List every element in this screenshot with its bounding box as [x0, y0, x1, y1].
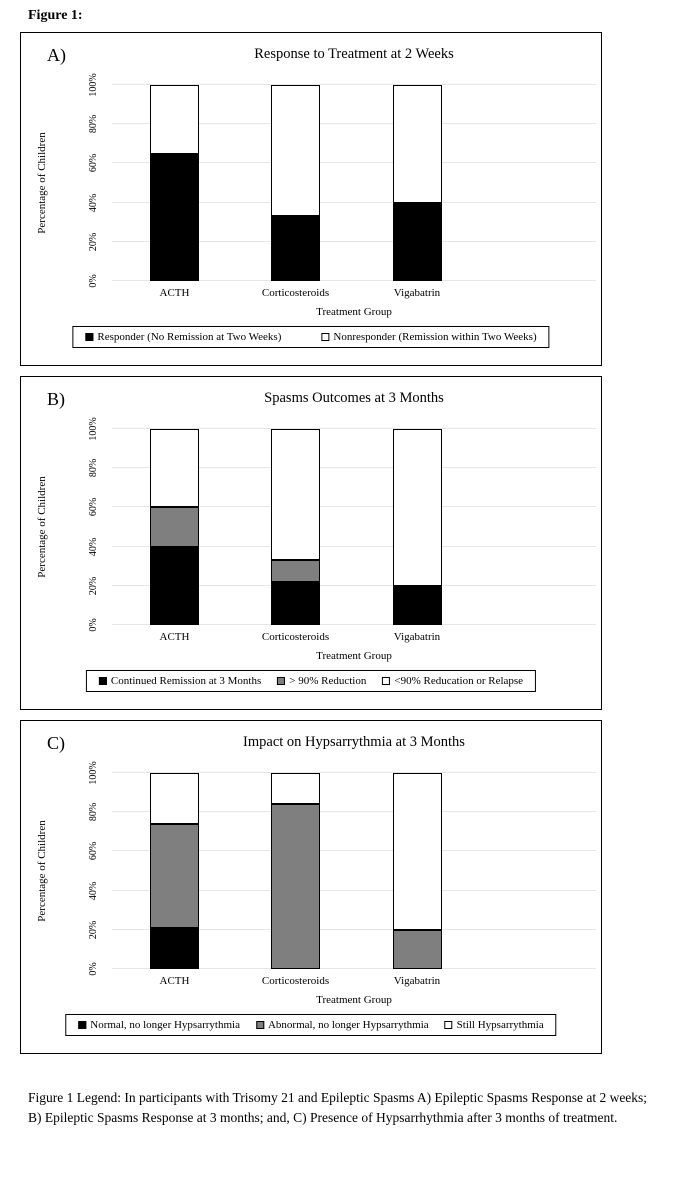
y-tick-label: 80% — [88, 459, 99, 478]
legend-item — [99, 675, 261, 687]
panel-letter-label: A) — [47, 45, 66, 65]
chart-legend — [72, 326, 549, 348]
bar-segment-series-1 — [271, 582, 320, 625]
stacked-bar-vigabatrin — [393, 85, 442, 281]
legend-swatch-icon — [277, 677, 285, 685]
y-tick-label: 100% — [88, 761, 99, 785]
legend-swatch-icon — [382, 677, 390, 685]
figure-caption: Figure 1 Legend: In participants with Trisomy 21 and Epileptic Spasms A) Epileptic Spasms Response at 2 weeks; B) Epileptic Spasms Response at 3 months; and, C) Presence of Hypsarrhythmia after 3 months of treatment. — [28, 1090, 648, 1126]
legend-item — [382, 675, 523, 687]
y-tick-label: 40% — [88, 881, 99, 900]
x-tick-label: Corticosteroids — [261, 631, 330, 643]
y-tick-label: 40% — [88, 537, 99, 556]
x-axis-title: Treatment Group — [316, 650, 392, 662]
stacked-bar-acth — [150, 429, 199, 625]
x-axis-title: Treatment Group — [316, 306, 392, 318]
bar-segment-series-3 — [393, 429, 442, 586]
y-tick-label: 80% — [88, 115, 99, 134]
bar-segment-series-3 — [271, 773, 320, 804]
bar-segment-series-1 — [393, 203, 442, 281]
chart-legend — [86, 670, 536, 692]
y-tick-label: 60% — [88, 842, 99, 861]
bar-segment-series-2 — [393, 930, 442, 969]
bar-segment-series-1 — [393, 586, 442, 625]
y-axis-title: Percentage of Children — [36, 476, 48, 578]
x-tick-label: ACTH — [159, 631, 190, 643]
plot-area — [112, 85, 596, 281]
bar-segment-series-2 — [271, 560, 320, 582]
legend-swatch-icon — [445, 1021, 453, 1029]
y-tick-label: 20% — [88, 576, 99, 595]
figure-label: Figure 1: — [28, 8, 83, 23]
bar-segment-series-2 — [271, 85, 320, 216]
legend-label: Still Hypsarrythmia — [456, 1019, 544, 1031]
y-tick-label: 0% — [88, 618, 99, 632]
y-tick-label: 60% — [88, 154, 99, 173]
y-axis-title: Percentage of Children — [36, 820, 48, 922]
stacked-bar-acth — [150, 85, 199, 281]
stacked-bar-corticosteroids — [271, 429, 320, 625]
stacked-bar-corticosteroids — [271, 85, 320, 281]
legend-item — [256, 1019, 429, 1031]
bar-segment-series-1 — [271, 216, 320, 281]
panel-letter-label: C) — [47, 733, 65, 753]
y-tick-label: 20% — [88, 920, 99, 939]
legend-item — [85, 331, 281, 343]
bar-segment-series-1 — [150, 154, 199, 281]
x-tick-label: Vigabatrin — [393, 631, 441, 643]
y-tick-label: 100% — [88, 417, 99, 441]
x-axis-title: Treatment Group — [316, 994, 392, 1006]
stacked-bar-vigabatrin — [393, 773, 442, 969]
x-tick-label: Vigabatrin — [393, 975, 441, 987]
y-tick-label: 20% — [88, 232, 99, 251]
bar-segment-series-1 — [150, 928, 199, 969]
figure-panels — [20, 32, 602, 1064]
bar-segment-series-2 — [150, 824, 199, 928]
panel-letter-label: B) — [47, 389, 65, 409]
bar-segment-series-2 — [150, 507, 199, 546]
legend-label: <90% Reducation or Relapse — [394, 675, 524, 687]
y-tick-label: 40% — [88, 193, 99, 212]
legend-swatch-icon — [99, 677, 107, 685]
legend-swatch-icon — [78, 1021, 86, 1029]
bar-segment-series-1 — [150, 547, 199, 625]
stacked-bar-acth — [150, 773, 199, 969]
chart-title: Impact on Hypsarrythmia at 3 Months — [243, 734, 465, 750]
legend-swatch-icon — [321, 333, 329, 341]
chart-title: Response to Treatment at 2 Weeks — [254, 46, 454, 62]
legend-label: Continued Remission at 3 Months — [110, 675, 262, 687]
chart-panel-b — [20, 376, 602, 710]
y-tick-label: 60% — [88, 498, 99, 517]
legend-item — [277, 675, 366, 687]
y-tick-label: 80% — [88, 803, 99, 822]
chart-panel-c — [20, 720, 602, 1054]
bar-segment-series-3 — [271, 429, 320, 560]
legend-item — [445, 1019, 544, 1031]
x-tick-label: ACTH — [159, 287, 190, 299]
bar-segment-series-3 — [393, 773, 442, 930]
y-tick-label: 100% — [88, 73, 99, 97]
bar-segment-series-3 — [150, 773, 199, 824]
chart-legend — [65, 1014, 556, 1036]
legend-swatch-icon — [256, 1021, 264, 1029]
y-tick-label: 0% — [88, 274, 99, 288]
legend-label: > 90% Reduction — [289, 675, 367, 687]
plot-area — [112, 773, 596, 969]
legend-label: Responder (No Remission at Two Weeks) — [97, 331, 282, 343]
legend-item — [78, 1019, 240, 1031]
x-tick-label: Corticosteroids — [261, 287, 330, 299]
legend-label: Normal, no longer Hypsarrythmia — [90, 1019, 240, 1031]
legend-label: Abnormal, no longer Hypsarrythmia — [267, 1019, 429, 1031]
x-tick-label: ACTH — [159, 975, 190, 987]
plot-area — [112, 429, 596, 625]
x-tick-label: Corticosteroids — [261, 975, 330, 987]
legend-swatch-icon — [85, 333, 93, 341]
x-tick-label: Vigabatrin — [393, 287, 441, 299]
bar-segment-series-2 — [393, 85, 442, 203]
legend-label: Nonresponder (Remission within Two Weeks) — [333, 331, 537, 343]
bar-segment-series-2 — [150, 85, 199, 154]
y-tick-label: 0% — [88, 962, 99, 976]
bar-segment-series-3 — [150, 429, 199, 507]
stacked-bar-corticosteroids — [271, 773, 320, 969]
chart-panel-a — [20, 32, 602, 366]
stacked-bar-vigabatrin — [393, 429, 442, 625]
y-axis-title: Percentage of Children — [36, 132, 48, 234]
bar-segment-series-2 — [271, 804, 320, 969]
chart-title: Spasms Outcomes at 3 Months — [264, 390, 444, 406]
legend-item — [321, 331, 536, 343]
